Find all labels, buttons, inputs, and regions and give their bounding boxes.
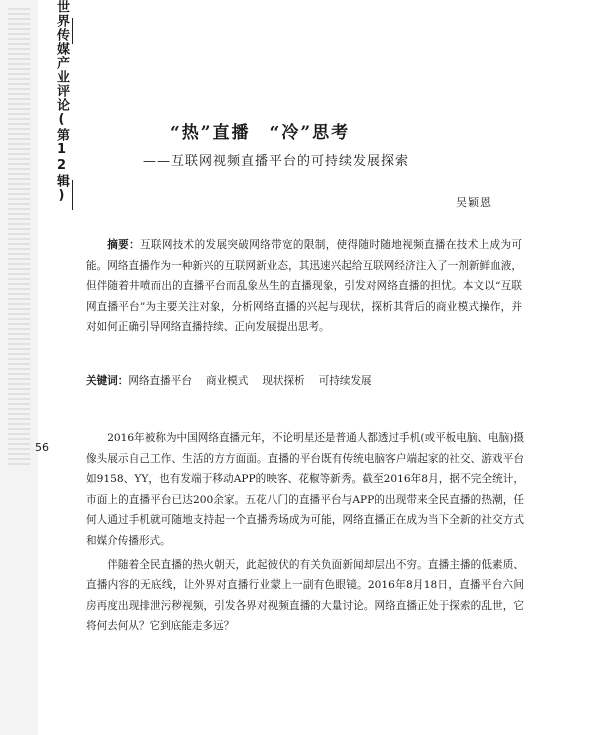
keyword-item: 商业模式 — [205, 375, 249, 387]
abstract-label: 摘要： — [107, 239, 140, 251]
scan-bleed-through — [8, 8, 30, 468]
keyword-item: 网络直播平台 — [128, 375, 192, 387]
body-paragraph: 伴随着全民直播的热火朝天，此起彼伏的有关负面新闻却层出不穷。直播主播的低素质、直播内容的无底线，让外界对直播行业蒙上一副有色眼镜。2016年8月18日，直播平台六间房再度出现排泄污秽视频，引发各界对视频直播的大量讨论。网络直播正处于探索的乱世，它将何去何从？它到底能走多远？ — [86, 558, 524, 633]
body-paragraph: 2016年被称为中国网络直播元年，不论明星还是普通人都透过手机(或平板电脑、电脑)摄像头展示自己工作、生活的方方面面。直播的平台既有传统电脑客户端起家的社交、游戏平台如9158、YY，也有发端于移动APP的映客、花椒等新秀。截至2016年8月，据不完全统计，市面上的直播平台已达200余家。五花八门的直播平台与APP的出现带来全民直播的热潮，任何人通过手机就可随地支持起一个直播秀场成为可能，网络直播正在成为当下全新的社交方式和媒介传播形式。 — [86, 432, 524, 547]
journal-series-title: 世界传媒产业评论(第12辑) — [54, 0, 69, 204]
keyword-item: 可持续发展 — [318, 375, 372, 387]
side-rule-top — [72, 18, 73, 44]
keywords — [86, 371, 522, 391]
side-rule-bottom — [72, 180, 73, 210]
article-subtitle: ——互联网视频直播平台的可持续发展探索 — [143, 154, 410, 169]
abstract — [86, 235, 522, 338]
page-number: 56 — [35, 441, 49, 454]
abstract-text: 互联网技术的发展突破网络带宽的限制，使得随时随地视频直播在技术上成为可能。网络直播作为一种新兴的互联网新业态，其迅速兴起给互联网经济注入了一剂新鲜血液，但伴随着井喷而出的直播平台而乱象丛生的直播现象，引发对网络直播的担忧。本文以“互联网直播平台”为主要关注对象，分析网络直播的兴起与现状，探析其背后的商业模式操作，并对如何正确引导网络直播持续、正向发展提出思考。 — [86, 239, 523, 334]
article-body — [86, 428, 524, 640]
article-title: “热”直播 “冷”思考 — [170, 123, 351, 143]
abstract-paragraph — [86, 235, 522, 338]
keywords-label: 关键词： — [86, 375, 129, 387]
keyword-item: 现状探析 — [262, 375, 305, 387]
article-author: 吴颖恩 — [456, 196, 492, 209]
scan-margin-strip — [0, 0, 38, 735]
